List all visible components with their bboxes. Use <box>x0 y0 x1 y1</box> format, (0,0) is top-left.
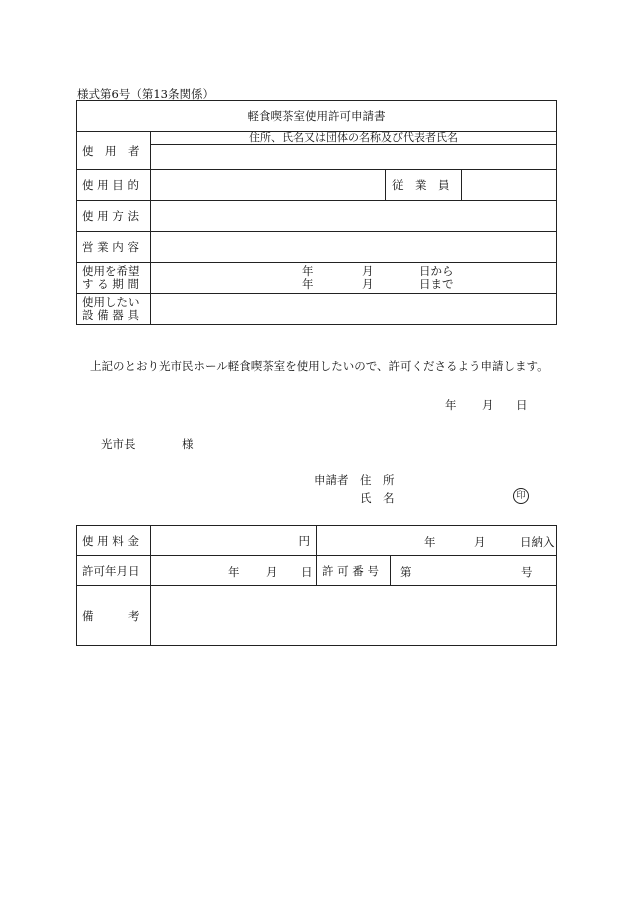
equipment-field[interactable] <box>151 294 557 325</box>
method-field[interactable] <box>151 201 557 232</box>
purpose-field[interactable] <box>151 170 386 201</box>
permit-date-label: 許可年月日 <box>77 556 151 586</box>
user-field[interactable] <box>151 145 557 170</box>
period-label-line2: す る 期 間 <box>82 277 139 291</box>
payment-date-field[interactable] <box>317 526 557 556</box>
permit-number-label: 許 可 番 号 <box>317 556 391 586</box>
method-label: 使 用 方 法 <box>77 201 151 232</box>
period-label <box>77 263 151 294</box>
addressee-honorific: 様 <box>182 437 194 451</box>
application-table <box>76 100 557 325</box>
user-label: 使 用 者 <box>77 132 151 170</box>
permit-number-field[interactable] <box>391 556 557 586</box>
payment-year: 年 <box>424 534 436 549</box>
period-field[interactable] <box>151 263 557 294</box>
permit-no-prefix: 第 <box>400 564 412 579</box>
period-until-month: 月 <box>362 277 374 291</box>
date-month: 月 <box>482 398 494 412</box>
date-day: 日 <box>516 398 528 412</box>
purpose-label: 使 用 目 的 <box>77 170 151 201</box>
office-use-table <box>76 525 557 646</box>
period-until-day: 日まで <box>419 277 454 291</box>
declaration-text: 上記のとおり光市民ホール軽食喫茶室を使用したいので、許可くださるよう申請します。 <box>90 359 549 373</box>
remarks-label: 備 考 <box>77 586 151 646</box>
applicant-label: 申請者 <box>314 473 349 487</box>
period-until <box>151 278 556 291</box>
form-number: 様式第6号（第13条関係） <box>77 87 214 101</box>
user-hint: 住所、氏名又は団体の名称及び代表者氏名 <box>151 132 557 145</box>
remarks-field[interactable] <box>151 586 557 646</box>
fee-label: 使 用 料 金 <box>77 526 151 556</box>
business-label: 営 業 内 容 <box>77 232 151 263</box>
applicant-name-label: 氏 名 <box>360 491 395 505</box>
permit-month: 月 <box>266 564 278 579</box>
period-from-year: 年 <box>302 264 314 278</box>
equipment-label <box>77 294 151 325</box>
permit-day: 日 <box>301 564 313 579</box>
fee-field[interactable] <box>151 526 317 556</box>
staff-field[interactable] <box>462 170 557 201</box>
period-until-year: 年 <box>302 277 314 291</box>
business-field[interactable] <box>151 232 557 263</box>
period-from-month: 月 <box>362 264 374 278</box>
permit-date-field[interactable] <box>151 556 317 586</box>
permit-year: 年 <box>228 564 240 579</box>
staff-label: 従 業 員 <box>386 170 462 201</box>
permit-no-suffix: 号 <box>521 564 533 579</box>
period-from <box>151 265 556 278</box>
date-year: 年 <box>445 398 457 412</box>
payment-month: 月 <box>474 534 486 549</box>
period-label-line1: 使用を希望 <box>82 264 140 278</box>
payment-day: 日納入 <box>520 534 555 549</box>
form-title: 軽食喫茶室使用許可申請書 <box>77 101 557 132</box>
equipment-label-line1: 使用したい <box>82 295 140 309</box>
equipment-label-line2: 設 備 器 具 <box>82 308 139 322</box>
seal-mark: 印 <box>513 488 529 504</box>
addressee-name: 光市長 <box>101 437 136 451</box>
yen-unit: 円 <box>298 533 310 548</box>
applicant-address-label: 住 所 <box>360 473 395 487</box>
period-from-day: 日から <box>419 264 454 278</box>
